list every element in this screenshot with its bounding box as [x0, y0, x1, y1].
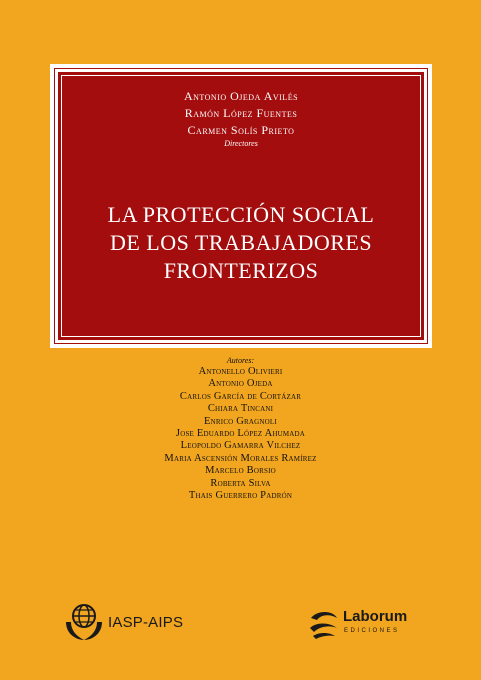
authors-label: Autores: [226, 356, 255, 365]
iasp-aips-logo-text: IASP-AIPS [108, 614, 184, 631]
author-name: Carlos García de Cortázar [179, 390, 302, 402]
author-name: Jose Eduardo López Ahumada [175, 428, 306, 440]
author-name: Thais Guerrero Padrón [188, 490, 293, 502]
directors-block [58, 88, 424, 148]
authors-block [0, 355, 481, 502]
title-panel [57, 71, 425, 341]
author-name: Roberta Silva [210, 477, 271, 489]
author-name: Enrico Gragnoli [204, 415, 277, 427]
author-name: Leopoldo Gamarra Vilchez [180, 440, 301, 452]
directors-role-label: Directores [224, 139, 258, 148]
laborum-logo-text: Laborum [343, 608, 408, 625]
laborum-swirl-icon [307, 606, 341, 642]
title-frame [50, 64, 432, 348]
director-name: Ramón López Fuentes [184, 106, 298, 120]
author-name: Antonello Olivieri [198, 366, 283, 377]
book-title-line: LA PROTECCIÓN SOCIAL [107, 202, 375, 227]
ediciones-logo-text: EDICIONES [344, 628, 400, 634]
book-title-line: FRONTERIZOS [163, 258, 319, 283]
globe-hands-icon [62, 600, 106, 644]
iasp-aips-logo [62, 600, 212, 644]
author-name: Maria Ascensión Morales Ramírez [164, 452, 317, 464]
author-name: Marcelo Borsio [205, 465, 276, 477]
book-title [58, 201, 424, 285]
director-name: Antonio Ojeda Avilés [183, 89, 299, 103]
author-name: Chiara Tincani [207, 403, 274, 415]
book-title-line: DE LOS TRABAJADORES [109, 230, 373, 255]
author-name: Antonio Ojeda [208, 378, 273, 390]
laborum-logo [307, 604, 417, 644]
director-name: Carmen Solís Prieto [187, 123, 295, 137]
